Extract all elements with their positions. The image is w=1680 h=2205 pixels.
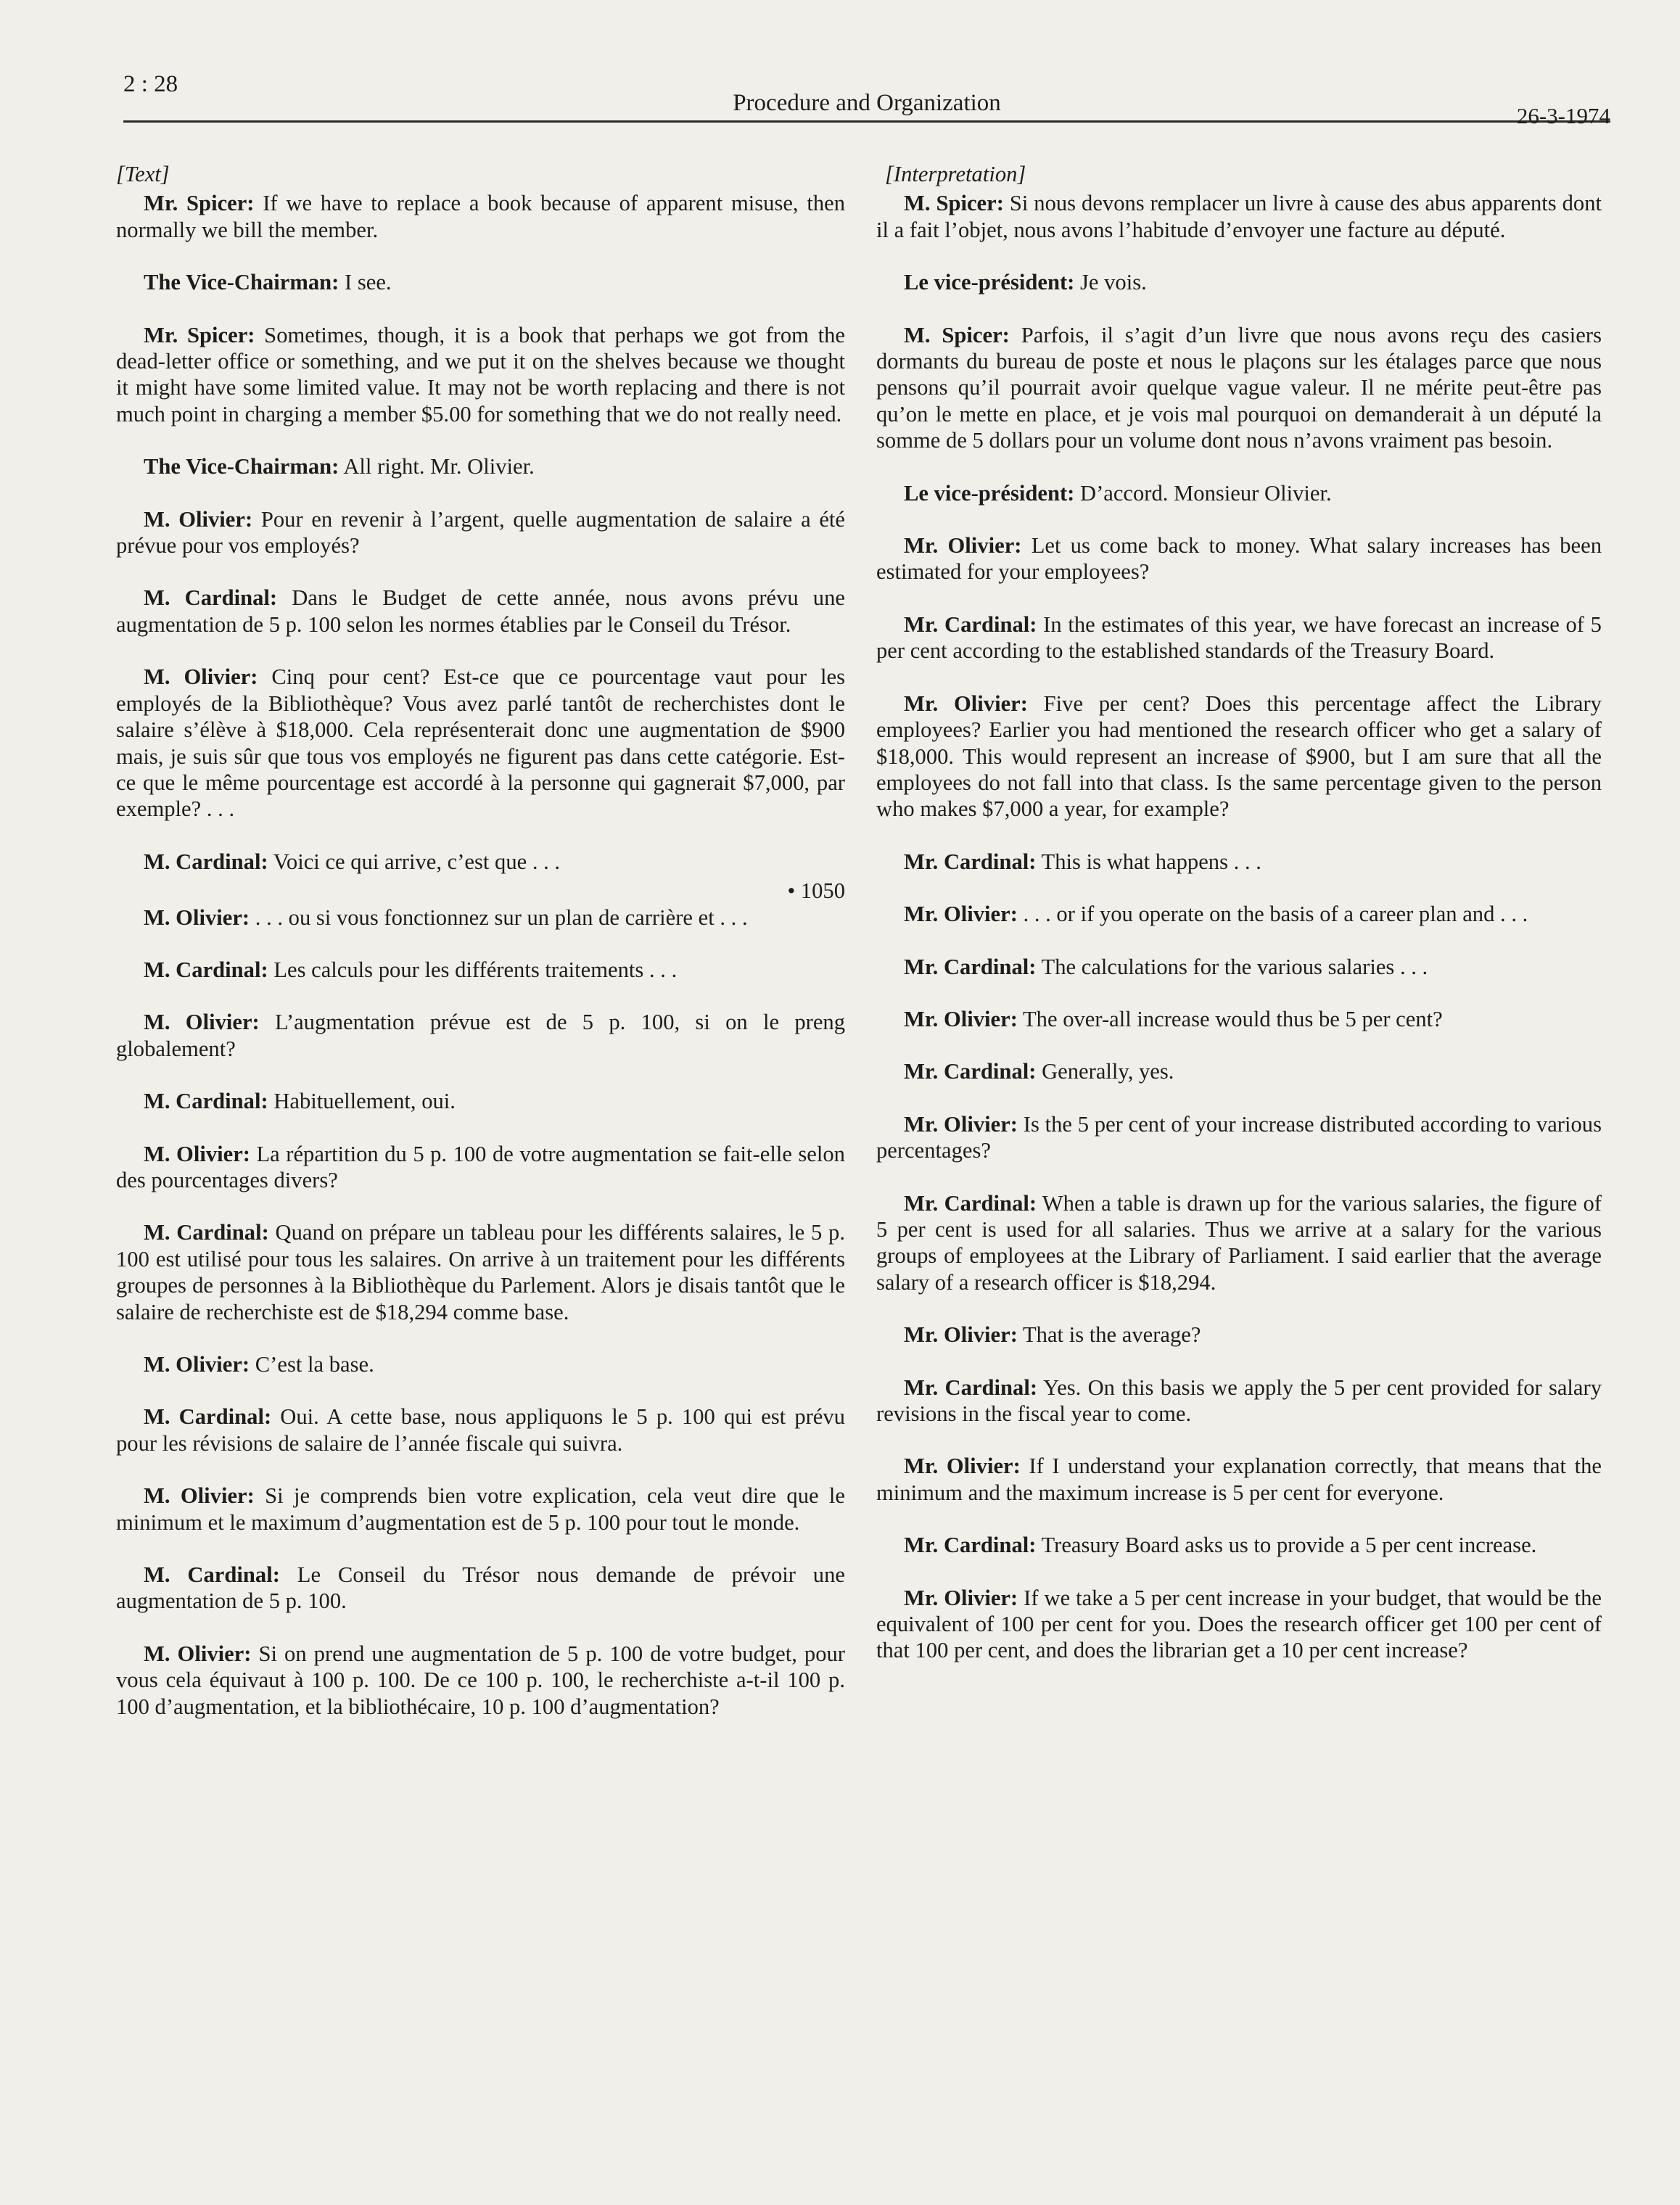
speaker-name: Mr. Cardinal: (904, 849, 1037, 874)
speaker-name: M. Olivier: (144, 904, 250, 930)
speech-text: Voici ce qui arrive, c’est que . . . (268, 849, 561, 874)
speech-text: Is the 5 per cent of your increase distributed according to various percentages? (876, 1111, 1602, 1163)
speech-text: That is the average? (1017, 1322, 1201, 1348)
speech-text: Je vois. (1074, 270, 1147, 295)
speaker-name: M. Cardinal: (144, 849, 268, 874)
speech-text: I see. (339, 270, 392, 295)
section-label: [Interpretation] (885, 162, 1026, 186)
speech-text: If we take a 5 per cent increase in your budget, that would be the equivalent of 100 per cent for you. Does the research officer get 100 per cent of that 100 per cent, and does the librarian get a 10 per cent increase? (876, 1585, 1602, 1663)
speech-text: Dans le Budget de cette année, nous avons prévu une augmentation de 5 p. 100 selon les normes établies par le Conseil du Trésor. (116, 585, 845, 637)
transcript-paragraph (876, 849, 1602, 875)
speech-text: Le Conseil du Trésor nous demande de prévoir une augmentation de 5 p. 100. (116, 1562, 845, 1614)
left-column (116, 161, 845, 1746)
transcript-paragraph (876, 1058, 1602, 1084)
speaker-name: Mr. Cardinal: (904, 1059, 1037, 1084)
speaker-name: M. Olivier: (144, 1352, 250, 1377)
speaker-name: M. Olivier: (144, 664, 258, 690)
transcript-paragraph (116, 322, 845, 428)
transcript-paragraph (876, 1322, 1602, 1348)
transcript-paragraph (876, 269, 1602, 295)
speech-text: Quand on prépare un tableau pour les différents salaires, le 5 p. 100 est utilisé pour tous les salaires. On arrive à un traitement pour les différents groupes de personnes à la Bibliothèque du Parlement. Alors je disais tantôt que le salaire de recherchiste est de $18,294 comme base. (116, 1220, 845, 1324)
transcript-paragraph (876, 1111, 1602, 1164)
transcript-paragraph (876, 1453, 1602, 1506)
speech-text: In the estimates of this year, we have forecast an increase of 5 per cent according to the established standards of the Treasury Board. (876, 611, 1602, 664)
speaker-name: M. Cardinal: (144, 1220, 269, 1245)
speech-text: All right. Mr. Olivier. (339, 454, 535, 479)
speaker-name: Mr. Olivier: (904, 1585, 1018, 1610)
transcript-paragraph (876, 322, 1602, 454)
speech-text: Treasury Board asks us to provide a 5 per cent increase. (1036, 1533, 1537, 1558)
right-column (876, 161, 1602, 1690)
transcript-paragraph (116, 1009, 845, 1062)
speech-text: Habituellement, oui. (268, 1089, 456, 1114)
speech-text: L’augmentation prévue est de 5 p. 100, si on le preng globalement? (116, 1010, 845, 1061)
speaker-name: M. Cardinal: (144, 957, 268, 982)
speech-text: D’accord. Monsieur Olivier. (1074, 480, 1332, 506)
speaker-name: Le vice-président: (904, 480, 1075, 506)
speaker-name: Mr. Spicer: (144, 322, 255, 347)
speaker-name: M. Olivier: (144, 1483, 255, 1509)
speech-text: When a table is drawn up for the various salaries, the figure of 5 per cent is used for all salaries. Thus we arrive at a salary for the various groups of employees at the Library of Parliament. I said earlier that the average salary of a research officer is $18,294. (876, 1190, 1602, 1295)
transcript-paragraph (876, 954, 1602, 980)
speaker-name: Mr. Olivier: (904, 1111, 1018, 1137)
transcript-paragraph (116, 1404, 845, 1456)
speaker-name: Mr. Olivier: (904, 691, 1028, 716)
speaker-name: Mr. Olivier: (904, 1006, 1018, 1031)
transcript-paragraph (116, 957, 845, 983)
transcript-paragraph (876, 190, 1602, 243)
page-date: 26-3-1974 (1516, 103, 1610, 128)
speech-text: Let us come back to money. What salary increases has been estimated for your employees? (876, 533, 1602, 585)
speaker-name: M. Olivier: (144, 1010, 260, 1035)
speech-text: Si nous devons remplacer un livre à cause des abus apparents dont il a fait l’objet, nous avons l’habitude d’envoyer une facture au député. (876, 191, 1602, 242)
transcript-paragraph (116, 506, 845, 559)
transcript-paragraph (116, 664, 845, 822)
speech-text: If I understand your explanation correctly, that means that the minimum and the maximum increase is 5 per cent for everyone. (876, 1454, 1602, 1505)
transcript-paragraph (116, 1562, 845, 1615)
speech-text: . . . ou si vous fonctionnez sur un plan de carrière et . . . (250, 904, 748, 930)
speaker-name: Mr. Olivier: (904, 1454, 1021, 1479)
speaker-name: Mr. Cardinal: (904, 611, 1037, 637)
transcript-paragraph (876, 1374, 1602, 1427)
speaker-name: M. Cardinal: (144, 585, 278, 611)
speaker-name: M. Spicer: (904, 322, 1010, 347)
speaker-name: Mr. Cardinal: (904, 1374, 1038, 1400)
speaker-name: M. Cardinal: (144, 1089, 268, 1114)
speech-text: The calculations for the various salaries . . . (1036, 954, 1428, 979)
speaker-name: The Vice-Chairman: (144, 454, 339, 479)
transcript-paragraph (876, 1006, 1602, 1032)
speech-text: Sometimes, though, it is a book that perhaps we got from the dead-letter office or something, and we put it on the shelves because we thought it might have some limited value. It may not be worth replacing and there is not much point in charging a member $5.00 for something that we do not really need. (116, 322, 845, 426)
speaker-name: M. Spicer: (904, 191, 1004, 216)
transcript-paragraph (876, 1585, 1602, 1664)
speech-text: Parfois, il s’agit d’un livre que nous avons reçu des casiers dormants du bureau de poste et nous le plaçons sur les étalages parce que nous pensons qu’il pourrait avoir quelque vague valeur. Il ne mérite peut-être pas qu’on le mette en place, et je vois mal pourquoi on demanderait à un député la somme de 5 dollars pour un volume dont nous n’avons vraiment pas besoin. (876, 322, 1602, 453)
speech-text: Oui. A cette base, nous appliquons le 5 p. 100 qui est prévu pour les révisions de salaire de l’année fiscale qui suivra. (116, 1404, 845, 1456)
speaker-name: M. Olivier: (144, 1141, 250, 1166)
transcript-paragraph (876, 1532, 1602, 1558)
speech-text: Pour en revenir à l’argent, quelle augmentation de salaire a été prévue pour vos employés? (116, 506, 845, 559)
speech-text: La répartition du 5 p. 100 de votre augmentation se fait-elle selon des pourcentages divers? (116, 1141, 845, 1192)
speech-text: . . . or if you operate on the basis of a career plan and . . . (1017, 902, 1528, 927)
speaker-name: Mr. Olivier: (904, 902, 1018, 927)
transcript-paragraph (876, 1190, 1602, 1296)
transcript-paragraph (116, 585, 845, 638)
speaker-name: Mr. Cardinal: (904, 954, 1037, 979)
timestamp-marker: • 1050 (787, 878, 845, 904)
speaker-name: Mr. Olivier: (904, 533, 1022, 559)
transcript-paragraph (116, 190, 845, 243)
transcript-paragraph (116, 1219, 845, 1325)
page-number: 2 : 28 (123, 71, 178, 97)
speech-text: Si on prend une augmentation de 5 p. 100 de votre budget, pour vous cela équivaut à 100 p. 100. De ce 100 p. 100, le recherchiste a-t-il 100 p. 100 d’augmentation, et la bibliothécaire, 10 p. 100 d’augmentation? (116, 1641, 845, 1719)
transcript-paragraph (116, 849, 845, 875)
transcript-paragraph (116, 1641, 845, 1720)
speech-text: Generally, yes. (1036, 1059, 1174, 1084)
transcript-paragraph (876, 611, 1602, 664)
speech-text: Si je comprends bien votre explication, cela veut dire que le minimum et le maximum d’augmentation est de 5 p. 100 pour tout le monde. (116, 1483, 845, 1535)
speaker-name: M. Cardinal: (144, 1562, 280, 1588)
speaker-name: Mr. Cardinal: (904, 1533, 1037, 1558)
speech-text: Yes. On this basis we apply the 5 per cent provided for salary revisions in the fiscal year to come. (876, 1374, 1602, 1426)
speech-text: Cinq pour cent? Est-ce que ce pourcentage vaut pour les employés de la Bibliothèque? Vous avez parlé tantôt de recherchistes dont le salaire s’élève à $18,000. Cela représenterait donc une augmentation de $900 mais, je suis sûr que tous vos employés ne figurent pas dans cette catégorie. Est-ce que le même pourcentage est accordé à la personne qui gagnerait $7,000, par exemple? . . . (116, 664, 845, 822)
speaker-name: M. Cardinal: (144, 1404, 272, 1430)
speaker-name: Le vice-président: (904, 270, 1075, 295)
speech-text: C’est la base. (250, 1352, 374, 1377)
speaker-name: The Vice-Chairman: (144, 270, 339, 295)
section-label: [Text] (116, 162, 170, 186)
transcript-paragraph (116, 1483, 845, 1536)
speaker-name: Mr. Spicer: (144, 191, 255, 216)
transcript-paragraph (116, 1141, 845, 1194)
transcript-paragraph (876, 532, 1602, 585)
transcript-paragraph (116, 904, 845, 931)
transcript-paragraph (876, 480, 1602, 506)
transcript-paragraph (876, 901, 1602, 927)
page-title: Procedure and Organization (733, 90, 1001, 116)
transcript-paragraph (116, 453, 845, 479)
speech-text: Five per cent? Does this percentage affect the Library employees? Earlier you had mentioned the research officer who get a salary of $18,000. This would represent an increase of $900, but I am sure that all the employees do not fall into that class. Is the same percentage given to the person who makes $7,000 a year, for example? (876, 691, 1602, 822)
transcript-paragraph (876, 691, 1602, 823)
speech-text: Les calculs pour les différents traitements . . . (268, 957, 678, 982)
speaker-name: M. Olivier: (144, 506, 253, 532)
transcript-paragraph (116, 1088, 845, 1114)
speaker-name: Mr. Cardinal: (904, 1190, 1037, 1216)
speaker-name: Mr. Olivier: (904, 1322, 1018, 1348)
transcript-paragraph (116, 269, 845, 295)
speech-text: The over-all increase would thus be 5 per cent? (1017, 1006, 1443, 1031)
transcript-paragraph (116, 1351, 845, 1377)
speech-text: This is what happens . . . (1036, 849, 1261, 874)
page-header (123, 70, 1610, 128)
speech-text: If we have to replace a book because of apparent misuse, then normally we bill the member. (116, 191, 845, 242)
speaker-name: M. Olivier: (144, 1641, 252, 1666)
